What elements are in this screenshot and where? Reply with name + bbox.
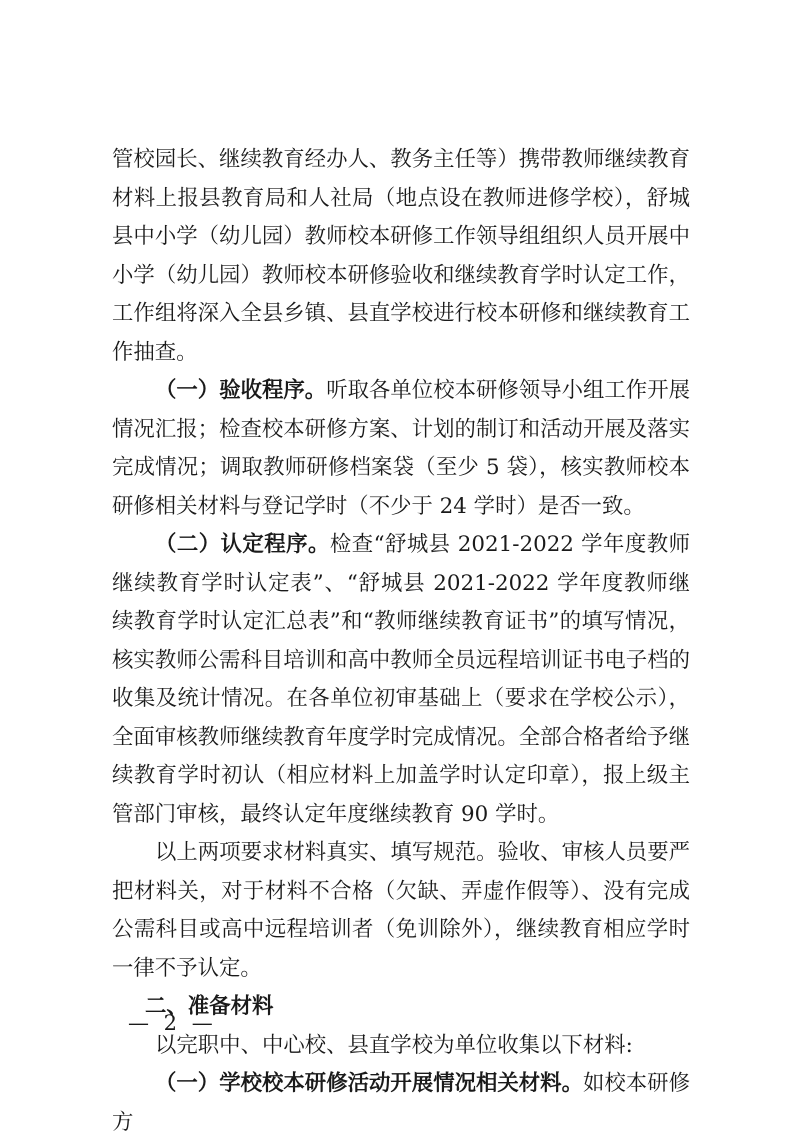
paragraph-materials-intro: 以完职中、中心校、县直学校为单位收集以下材料: [155,1032,633,1058]
paragraph-school-materials [112,1065,690,1142]
section-heading-materials: 二、准备材料 [145,994,274,1019]
paragraph-continuation: 管校园长、继续教育经办人、教务主任等）携带教师继续教育材料上报县教育局和人社局（地点设在教师进修学校），舒城县中小学（幼儿园）教师校本研修工作领导组组织人员开展中小学（幼儿园）教师校本研修验收和继续教育学时认定工作，工作组将深入全县乡镇、县直学校进行校本研修和继续教育工作抽查。 [112,147,690,365]
document-body [112,141,690,1142]
subheading-school-materials: （一）学校校本研修活动开展情况相关材料。 [155,1071,583,1096]
subheading-certification-procedure: （二）认定程序。 [155,532,330,557]
paragraph-certification-procedure [112,526,690,834]
subheading-acceptance-procedure: （一）验收程序。 [155,378,327,403]
page-number: — 2 — [128,1011,217,1035]
paragraph-acceptance-text: 听取各单位校本研修领导小组工作开展情况汇报；检查校本研修方案、计划的制订和活动开展及落实完成情况；调取教师研修档案袋（至少 5 袋），核实教师校本研修相关材料与登记学时（不少于 24 学时）是否一致。 [112,378,690,519]
paragraph-school-materials-text: 如校本研修方 [112,1071,690,1135]
paragraph-requirements: 以上两项要求材料真实、填写规范。验收、审核人员要严把材料关，对于材料不合格（欠缺、弄虚作假等）、没有完成公需科目或高中远程培训者（免训除外），继续教育相应学时一律不予认定。 [112,840,690,981]
paragraph-certification-text: 检查“舒城县 2021-2022 学年度教师继续教育学时认定表”、“舒城县 2021-2022 学年度教师继续教育学时认定汇总表”和“教师继续教育证书”的填写情况，核实教师公需科目培训和高中教师全员远程培训证书电子档的收集及统计情况。在各单位初审基础上（要求在学校公示），全面审核教师继续教育年度学时完成情况。全部合格者给予继续教育学时初认（相应材料上加盖学时认定印章），报上级主管部门审核，最终认定年度继续教育 90 学时。 [112,532,690,827]
paragraph-acceptance-procedure [112,372,690,526]
